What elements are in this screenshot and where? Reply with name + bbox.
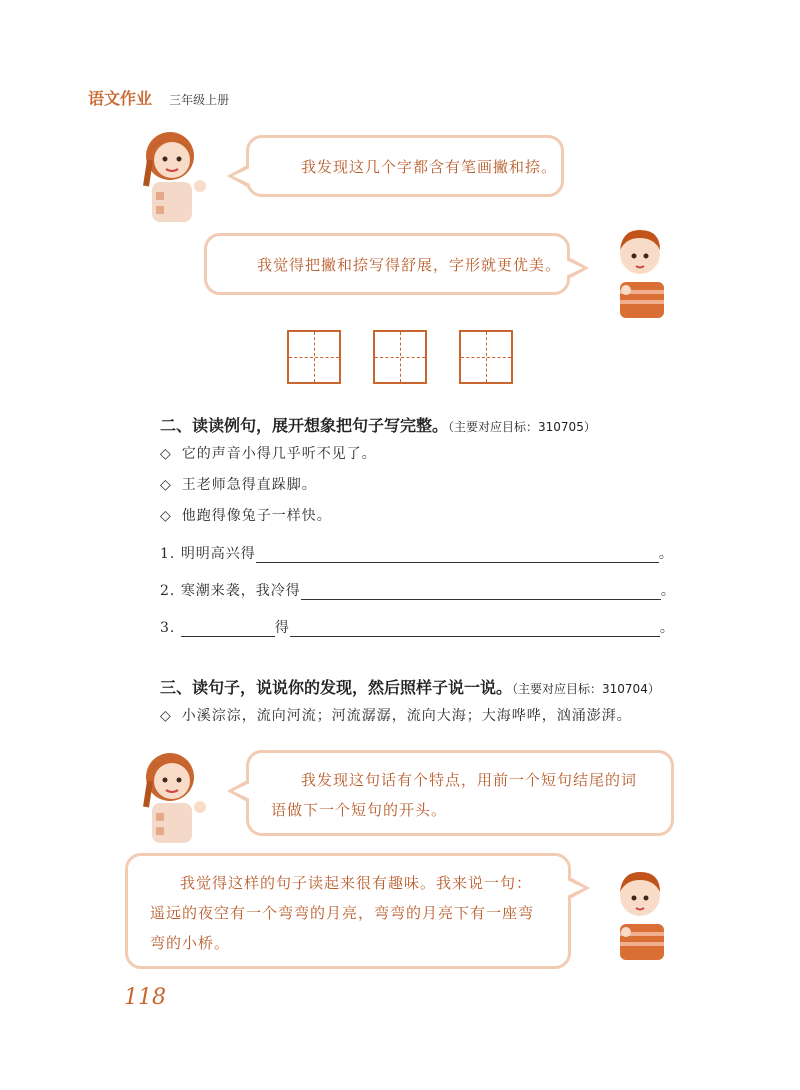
exercise-prefix-2: 寒潮来袭，我冷得 [180, 583, 301, 599]
example-text-3: 他跑得像兔子一样快。 [181, 508, 332, 524]
grade-label: 三年级上册 [169, 93, 230, 107]
girl-speech-bubble-1 [246, 135, 564, 197]
diamond-bullet-icon: ◇ [160, 708, 172, 724]
boy-illustration [610, 862, 670, 962]
writing-grid-box-1[interactable] [287, 330, 341, 384]
section-3-example-text: 小溪淙淙，流向河流；河流潺潺，流向大海；大海哗哗，汹涌澎湃。 [181, 708, 632, 724]
section-3-title-text: 三、读句子，说说你的发现，然后照样子说一说。 [160, 678, 513, 697]
girl-illustration [132, 124, 212, 224]
example-text-1: 它的声音小得几乎听不见了。 [181, 446, 377, 462]
girl-speech-bubble-2 [246, 750, 674, 836]
answer-blank-2[interactable] [301, 583, 661, 600]
example-line-2 [160, 474, 317, 494]
exercise-number-3: 3. [160, 620, 176, 636]
exercise-end-3: 。 [659, 620, 675, 636]
section-2-goal: （主要对应目标：310705） [448, 420, 596, 434]
section-2-title-text: 二、读读例句，展开想象把句子写完整。 [160, 416, 449, 435]
girl-speech-text-2: 我发现这句话有个特点，用前一个短句结尾的词语做下一个短句的开头。 [271, 771, 638, 819]
example-line-1 [160, 443, 377, 463]
exercise-prefix-1: 明明高兴得 [180, 546, 256, 562]
diamond-bullet-icon: ◇ [160, 508, 172, 524]
diamond-bullet-icon: ◇ [160, 477, 172, 493]
exercise-number-1: 1. [160, 546, 176, 562]
page-header [88, 86, 229, 109]
answer-blank-1[interactable] [256, 546, 659, 563]
exercise-end-1: 。 [658, 546, 674, 562]
answer-blank-3a[interactable] [181, 620, 275, 637]
subject-label: 语文作业 [88, 89, 153, 108]
boy-speech-text-1: 我觉得把撇和捺写得舒展，字形就更优美。 [257, 256, 562, 274]
girl-speech-text-1: 我发现这几个字都含有笔画撇和捺。 [301, 158, 558, 176]
writing-grid-box-2[interactable] [373, 330, 427, 384]
girl-illustration [132, 745, 212, 845]
page-number: 118 [124, 985, 166, 1010]
exercise-end-2: 。 [660, 583, 676, 599]
exercise-line-1 [160, 543, 674, 563]
boy-speech-bubble-2 [125, 853, 571, 969]
exercise-suffix-3: 得 [274, 620, 290, 636]
exercise-number-2: 2. [160, 583, 176, 599]
section-3-goal: （主要对应目标：310704） [512, 682, 660, 696]
exercise-line-3 [160, 617, 675, 637]
boy-speech-bubble-1 [204, 233, 570, 295]
writing-grid-box-3[interactable] [459, 330, 513, 384]
boy-speech-text-2: 我觉得这样的句子读起来很有趣味。我来说一句：遥远的夜空有一个弯弯的月亮，弯弯的月亮下有一座弯弯的小桥。 [150, 874, 535, 952]
answer-blank-3b[interactable] [290, 620, 660, 637]
section-3-title [160, 675, 660, 698]
section-2-title [160, 413, 596, 436]
example-line-3 [160, 505, 332, 525]
boy-illustration [610, 220, 670, 320]
example-text-2: 王老师急得直跺脚。 [181, 477, 317, 493]
diamond-bullet-icon: ◇ [160, 446, 172, 462]
section-3-example-line [160, 705, 632, 725]
exercise-line-2 [160, 580, 676, 600]
